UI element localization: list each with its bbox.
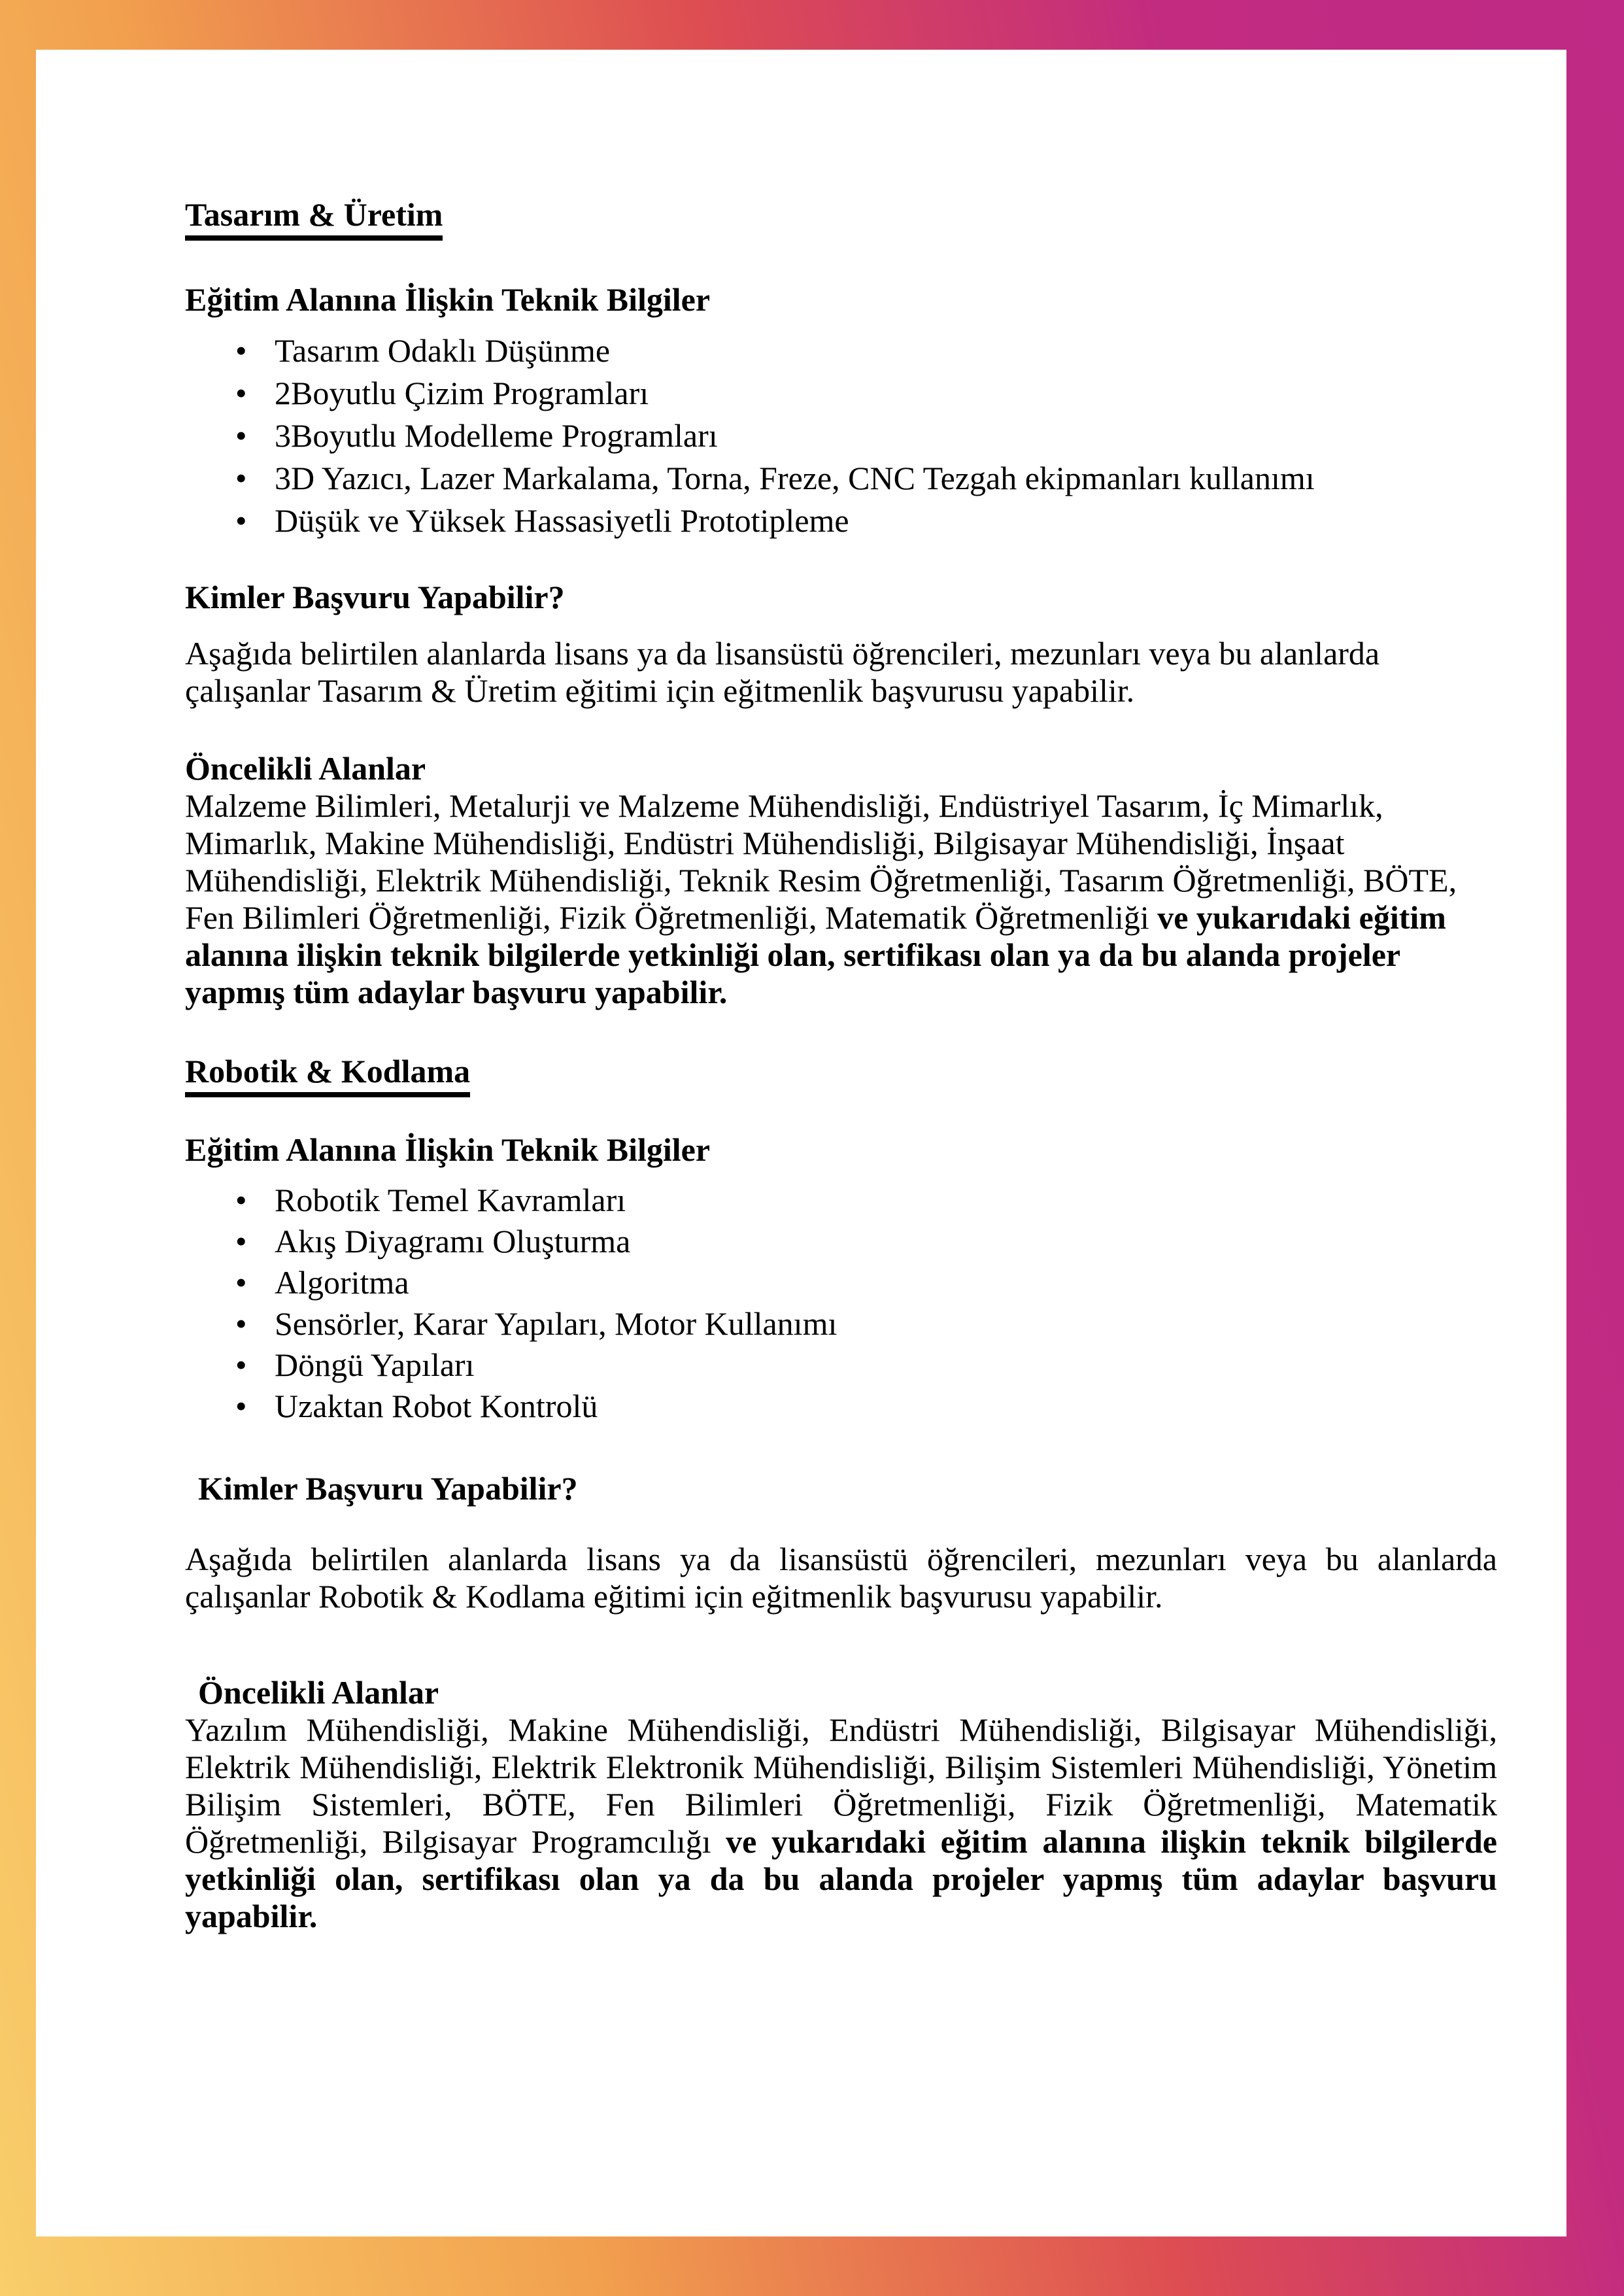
priority-areas-paragraph-2 <box>185 1711 1497 1935</box>
section-title-tasarim-uretim <box>185 195 1497 241</box>
tech-info-heading-1: Eğitim Alanına İlişkin Teknik Bilgiler <box>185 281 711 318</box>
section-title-text: Robotik & Kodlama <box>185 1052 470 1097</box>
who-can-apply-paragraph-2: Aşağıda belirtilen alanlarda lisans ya da lisansüstü öğrencileri, mezunları veya bu alanlarda çalışanlar Robotik & Kodlama eğitimi için eğitmenlik başvurusu yapabilir. <box>185 1541 1497 1615</box>
who-can-apply-heading-2: Kimler Başvuru Yapabilir? <box>198 1470 578 1507</box>
tech-info-heading-2: Eğitim Alanına İlişkin Teknik Bilgiler <box>185 1131 711 1168</box>
list-item: • Robotik Temel Kavramları <box>235 1180 1497 1221</box>
document-content <box>36 50 1566 2236</box>
priority-areas-text-bold: ve yukarıdaki eğitim alanına ilişkin teknik bilgilerde yetkinliği olan, sertifikası olan ya da bu alanda projeler yapmış tüm adaylar başvuru yapabilir. <box>185 1823 1497 1934</box>
list-item: • 2Boyutlu Çizim Programları <box>235 372 1497 415</box>
tech-info-bullet-list-2 <box>235 1180 1497 1427</box>
tech-info-bullet-list-1 <box>235 330 1497 542</box>
who-can-apply-paragraph-1: Aşağıda belirtilen alanlarda lisans ya da lisansüstü öğrencileri, mezunları veya bu alanlarda çalışanlar Tasarım & Üretim eğitimi için eğitmenlik başvurusu yapabilir. <box>185 635 1380 709</box>
priority-areas-text-normal: Yazılım Mühendisliği, Makine Mühendisliği, Endüstri Mühendisliği, Bilgisayar Mühendisliği, Elektrik Mühendisliği, Elektrik Elektronik Mühendisliği, Bilişim Sistemleri Mühendisliği, Yönetim Bilişim Sistemleri, BÖTE, Fen Bilimleri Öğretmenliği, Fizik Öğretmenliği, Matematik Öğretmenliği, Bilgisayar Programcılığı <box>185 1711 1497 1860</box>
priority-areas-paragraph-1 <box>185 787 1497 1011</box>
section-title-robotik-kodlama <box>185 1052 1497 1097</box>
section-title-text: Tasarım & Üretim <box>185 195 443 241</box>
priority-areas-text-bold: ve yukarıdaki eğitim alanına ilişkin teknik bilgilerde yetkinliği olan, sertifikası olan ya da bu alanda projeler yapmış tüm adaylar başvuru yapabilir. <box>185 899 1446 1010</box>
list-item: • Düşük ve Yüksek Hassasiyetli Prototipleme <box>235 500 1497 542</box>
list-item: • Döngü Yapıları <box>235 1345 1497 1386</box>
list-item: • Sensörler, Karar Yapıları, Motor Kullanımı <box>235 1303 1497 1345</box>
list-item: • Tasarım Odaklı Düşünme <box>235 330 1497 372</box>
who-can-apply-heading-1: Kimler Başvuru Yapabilir? <box>185 579 565 615</box>
list-item: • 3Boyutlu Modelleme Programları <box>235 415 1497 457</box>
list-item: • Akış Diyagramı Oluşturma <box>235 1221 1497 1262</box>
list-item: • 3D Yazıcı, Lazer Markalama, Torna, Freze, CNC Tezgah ekipmanları kullanımı <box>235 457 1497 500</box>
list-item: • Uzaktan Robot Kontrolü <box>235 1386 1497 1427</box>
priority-areas-heading-1: Öncelikli Alanlar <box>185 750 426 787</box>
document-page <box>36 50 1566 2236</box>
priority-areas-text-normal: Malzeme Bilimleri, Metalurji ve Malzeme Mühendisliği, Endüstriyel Tasarım, İç Mimarlık, Mimarlık, Makine Mühendisliği, Endüstri Mühendisliği, Bilgisayar Mühendisliği, İnşaat Mühendisliği, Elektrik Mühendisliği, Teknik Resim Öğretmenliği, Tasarım Öğretmenliği, BÖTE, Fen Bilimleri Öğretmenliği, Fizik Öğretmenliği, Matematik Öğretmenliği <box>185 787 1457 936</box>
priority-areas-heading-2: Öncelikli Alanlar <box>198 1674 439 1711</box>
list-item: • Algoritma <box>235 1262 1497 1303</box>
